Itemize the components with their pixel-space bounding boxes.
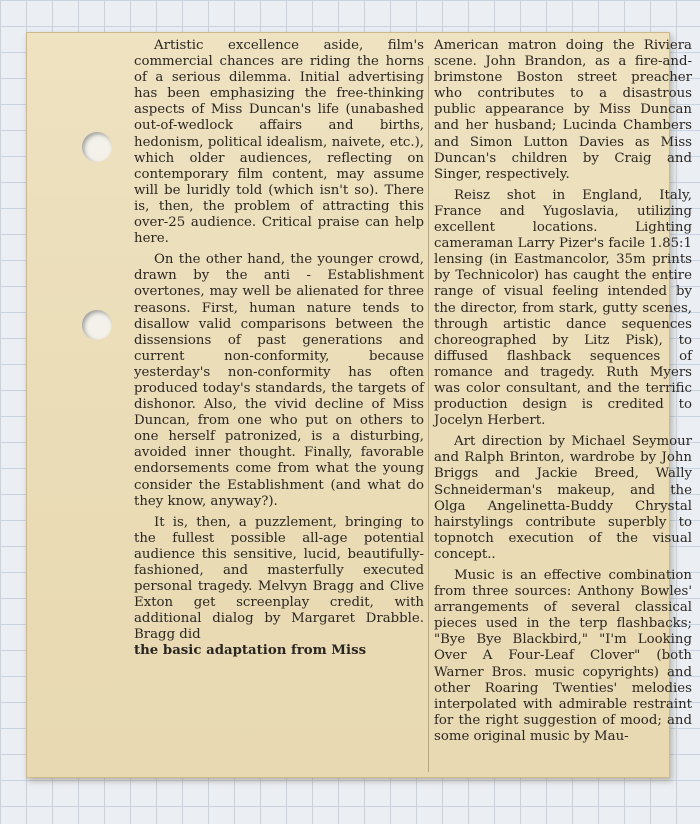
paragraph: Music is an effective combination from three sources: Anthony Bowles' arrangements of several classical pieces used in the terp flashbacks; "Bye Bye Blackbird," "I'm Looking Over A Four-Leaf Clover" (both Warner Bros. music copyrights) and other Roaring Twenties' melodies interpolated with admirable restraint for the right suggestion of mood; and some original music by Mau- — [434, 568, 692, 744]
punch-hole — [82, 310, 112, 340]
left-column — [134, 38, 424, 665]
paragraph: Art direction by Michael Seymour and Ralph Brinton, wardrobe by John Briggs and Jackie Breed, Wally Schneiderman's makeup, and the Olga Angelinetta-Buddy Chrystal hairstylings contribute superbly to topnotch execution of the visual concept.. — [434, 434, 692, 562]
paragraph: Reisz shot in England, Italy, France and Yugoslavia, utilizing excellent locations. Lighting cameraman Larry Pizer's facile 1.85:1 lensing (in Eastmancolor, 35m prints by Technicolor) has caught the entire range of visual feeling intended by the director, from stark, gutty scenes, through artistic dance sequences choreographed by Litz Pisk), to diffused flashback sequences of romance and tragedy. Ruth Myers was color consultant, and the terrific production design is credited to Jocelyn Herbert. — [434, 187, 692, 429]
paragraph-last-line: the basic adaptation from Miss — [134, 643, 367, 659]
paragraph: It is, then, a puzzlement, bringing to the fullest possible all-age potential audience this sensitive, lucid, beautifully-fashioned, and masterfully executed personal tragedy. Melvyn Bragg and Clive Exton get screenplay credit, with additional dialog by Margaret Drabble. Bragg did — [134, 514, 424, 643]
newspaper-clipping — [26, 32, 692, 778]
right-column — [434, 38, 692, 750]
paragraph: Artistic excellence aside, film's commercial chances are riding the horns of a serious dilemma. Initial advertising has been emphasizing the free-thinking aspects of Miss Duncan's life (unabashed out-of-wedlock affairs and births, hedonism, political idealism, naivete, etc.), which older audiences, reflecting on contemporary film content, may assume will be luridly told (which isn't so). There is, then, the problem of attracting this over-25 audience. Critical praise can help here. — [134, 38, 424, 247]
paragraph: American matron doing the Riviera scene. John Brandon, as a fire-and-brimstone Boston street preacher who contributes to a disastrous public appearance by Miss Duncan and her husband; Lucinda Chambers and Simon Lutton Davies as Miss Duncan's children by Craig and Singer, respectively. — [434, 38, 692, 182]
column-divider — [428, 66, 429, 772]
punch-hole — [82, 132, 112, 162]
paragraph: On the other hand, the younger crowd, drawn by the anti - Establishment overtones, may well be alienated for three reasons. First, human nature tends to disallow valid comparisons between the dissensions of past generations and current non-conformity, because yesterday's non-conformity has often produced today's standards, the targets of dishonor. Also, the vivid decline of Miss Duncan, from one who put on others to one herself patronized, is a disturbing, avoided inner thought. Finally, favorable endorsements come from what the young consider the Establishment (and what do they know, anyway?). — [134, 252, 424, 509]
